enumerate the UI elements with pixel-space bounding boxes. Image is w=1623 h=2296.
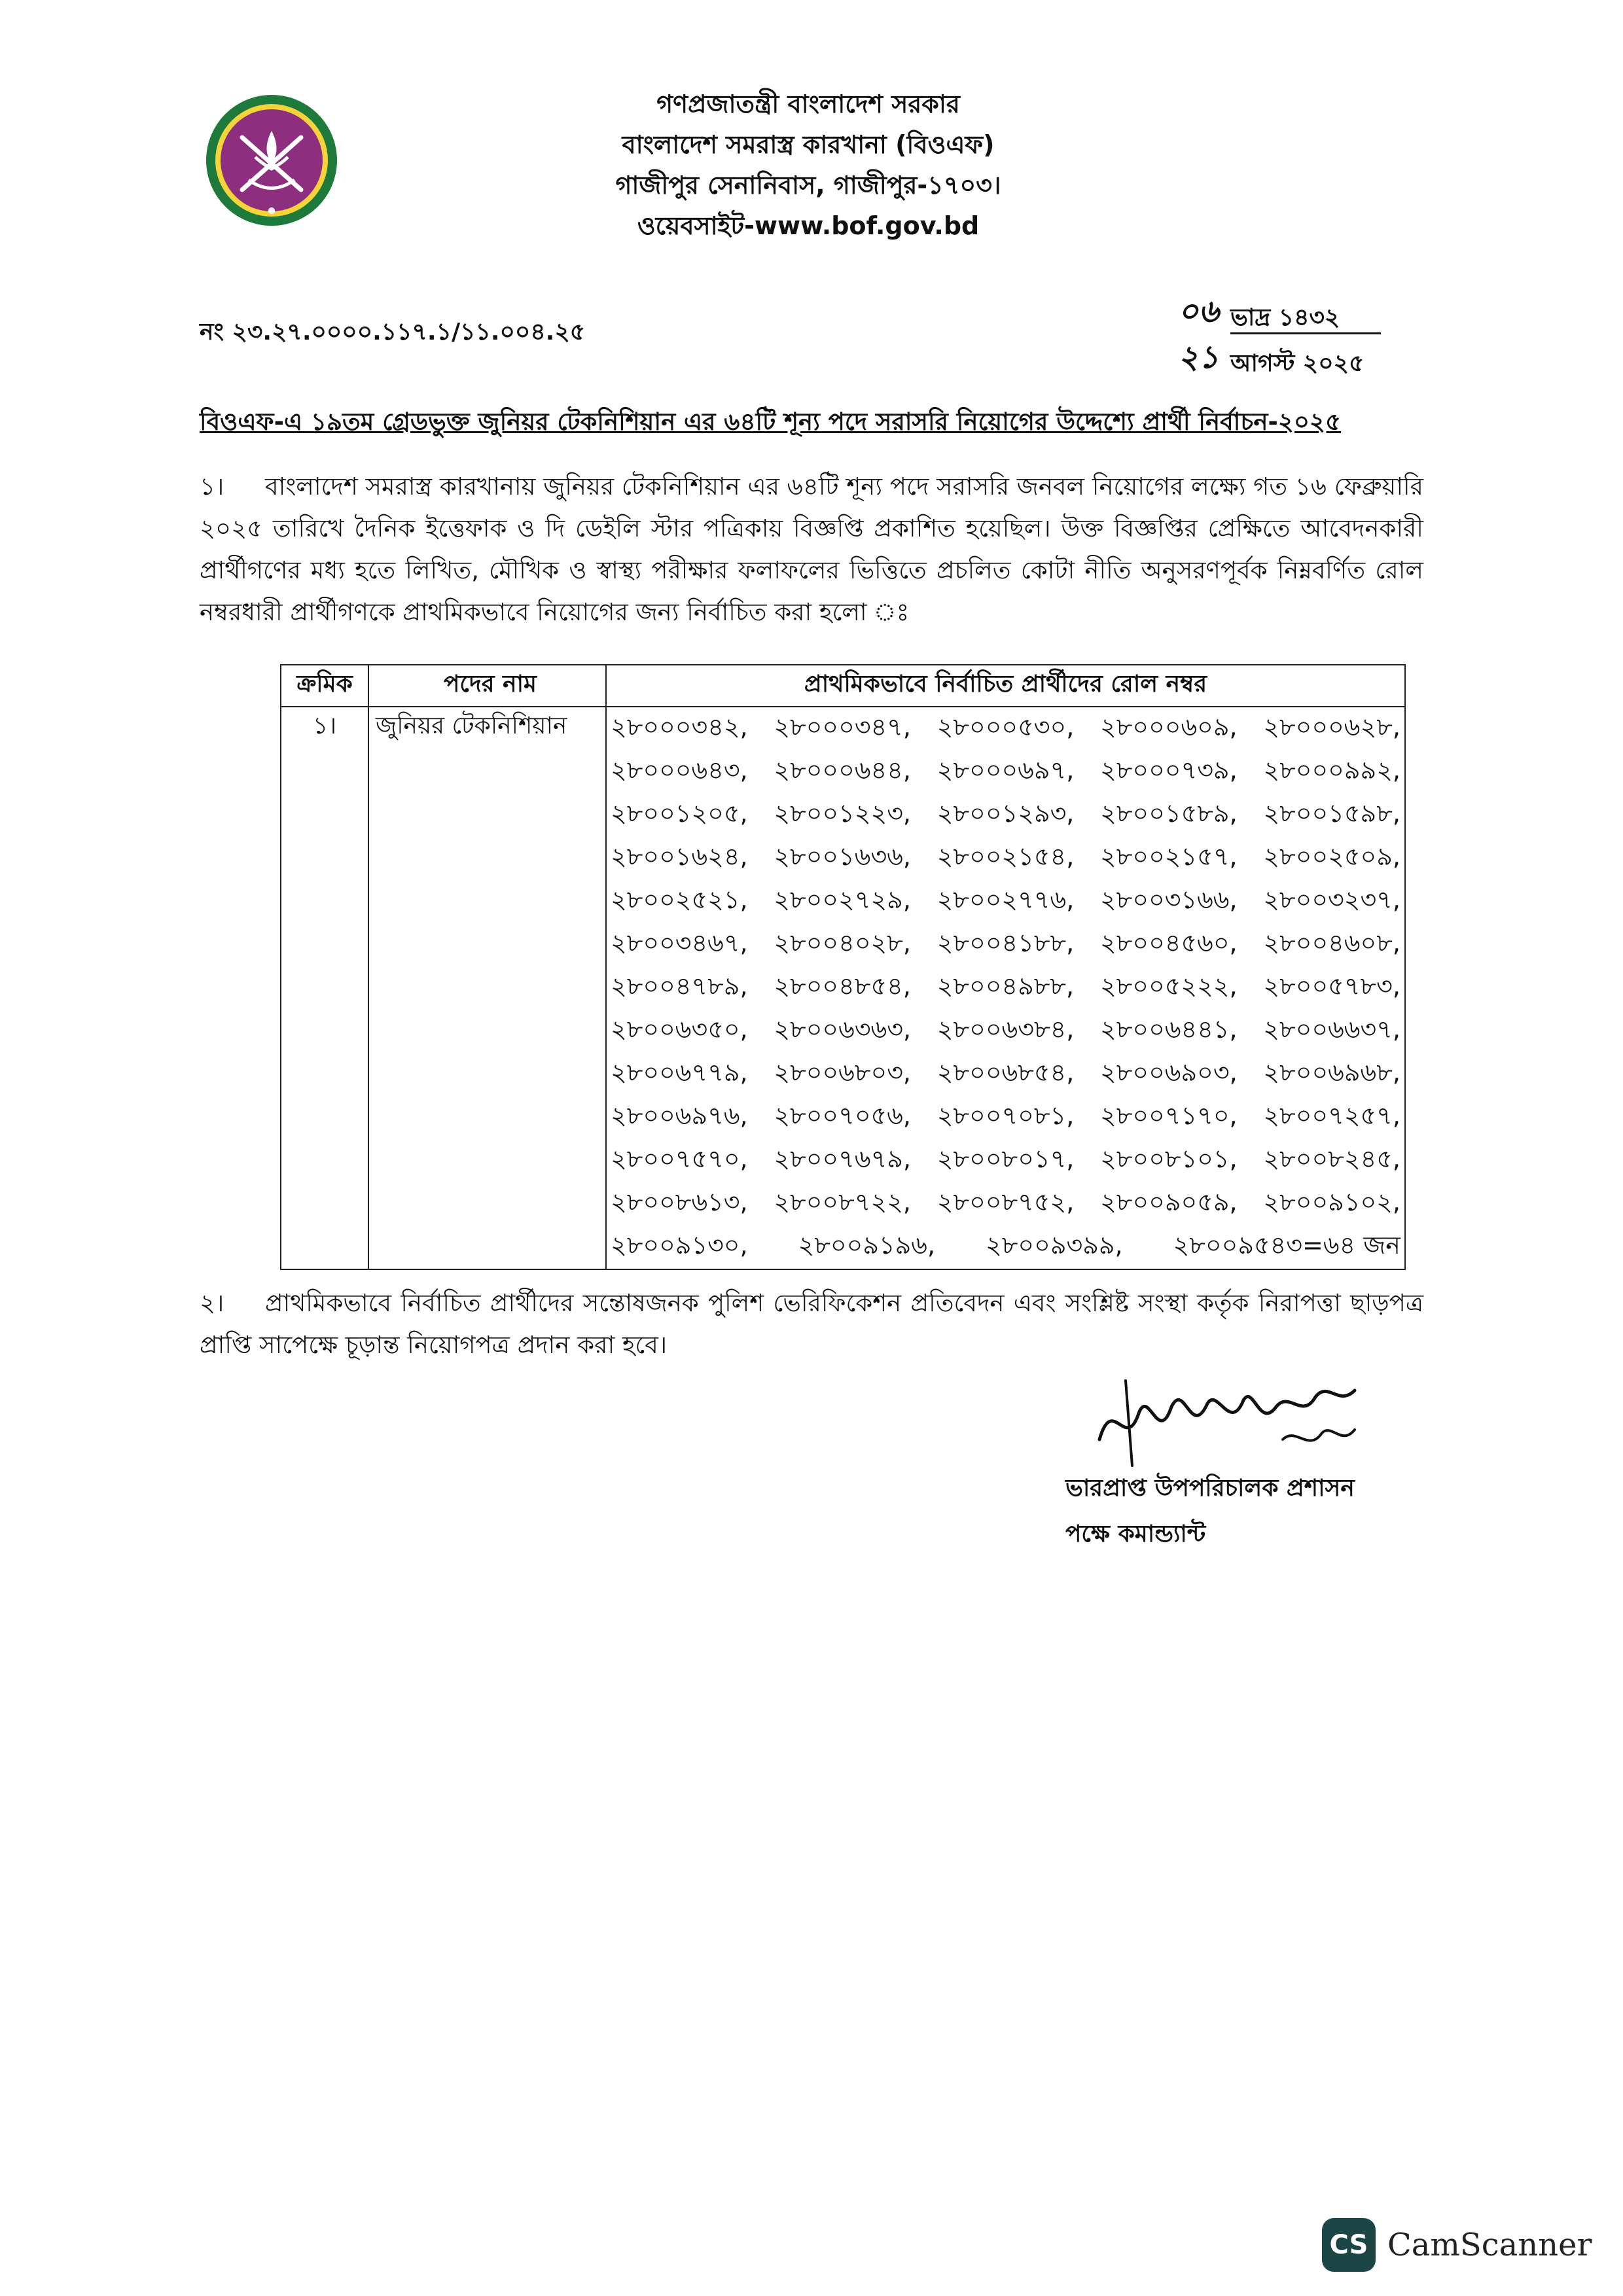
roll-line — [611, 923, 1400, 966]
roll-number: ২৮০০৬৩৫০, — [611, 1015, 748, 1044]
roll-number: ২৮০০৮১০১, — [1100, 1144, 1238, 1173]
roll-number: ২৮০০১২৯৩, — [936, 799, 1075, 828]
date-bangla: ভাদ্র ১৪৩২ — [1230, 304, 1340, 331]
memo-subject: বিওএফ-এ ১৯তম গ্রেডভুক্ত জুনিয়র টেকনিশিয়ান এর ৬৪টি শূন্য পদে সরাসরি নিয়োগের উদ্দেশ্যে প্রার্থী নির্বাচন-২০২৫ — [200, 408, 1341, 436]
paragraph-1-text: বাংলাদেশ সমরাস্ত্র কারখানায় জুনিয়র টেকনিশিয়ান এর ৬৪টি শূন্য পদে সরাসরি জনবল নিয়োগের লক্ষ্যে গত ১৬ ফেব্রুয়ারি ২০২৫ তারিখে দৈনিক ইত্তেফাক ও দি ডেইলি স্টার পত্রিকায় বিজ্ঞপ্তি প্রকাশিত হয়েছিল। উক্ত বিজ্ঞপ্তির প্রেক্ষিতে আবেদনকারী প্রার্থীগণের মধ্য হতে লিখিত, মৌখিক ও স্বাস্থ্য পরীক্ষার ফলাফলের ভিত্তিতে প্রচলিত কোটা নীতি অনুসরণপূর্বক নিম্নবর্ণিত রোল নম্বরধারী প্রার্থীগণকে প্রাথমিকভাবে নিয়োগের জন্য নির্বাচিত করা হলো ঃ — [200, 472, 1423, 626]
roll-number: ২৮০০৪৭৮৯, — [611, 972, 748, 1000]
roll-number: ২৮০০০৬৪৩, — [611, 756, 748, 785]
roll-number: ২৮০০৮০১৭, — [936, 1144, 1075, 1173]
roll-number: ২৮০০৯১৩০, — [611, 1231, 748, 1260]
roll-number: ২৮০০০৯৯২, — [1263, 756, 1400, 785]
roll-number: ২৮০০৪৮৫৪, — [774, 972, 911, 1000]
roll-line — [611, 966, 1400, 1010]
roll-line — [611, 1182, 1400, 1226]
col-header-post: পদের নাম — [368, 665, 606, 707]
paragraph-1-number: ১। — [200, 472, 224, 501]
roll-number: ২৮০০২৫২১, — [611, 885, 748, 914]
roll-number: ২৮০০০৬০৯, — [1099, 713, 1238, 741]
roll-number: ২৮০০৬৭৭৯, — [611, 1058, 748, 1087]
date-bangla-handwritten: ০৬ — [1178, 293, 1219, 330]
camscanner-icon: CS — [1322, 2218, 1376, 2272]
paragraph-1 — [200, 466, 1423, 633]
roll-number: ২৮০০০৬৪৪, — [774, 756, 911, 785]
roll-line — [611, 707, 1400, 751]
roll-number: ২৮০০৬৯০৩, — [1100, 1058, 1238, 1087]
bof-logo-icon — [203, 92, 340, 229]
roll-number: ২৮০০৩২৩৭, — [1263, 885, 1400, 914]
signature — [1086, 1368, 1374, 1472]
roll-number: ২৮০০৬৬৩৭, — [1263, 1015, 1400, 1044]
roll-number: ২৮০০১২২৩, — [774, 799, 912, 828]
roll-number: ২৮০০৭২৫৭, — [1263, 1101, 1400, 1130]
roll-number: ২৮০০৯৩৯৯, — [986, 1231, 1123, 1260]
col-header-rolls: প্রাথমিকভাবে নির্বাচিত প্রার্থীদের রোল নম্বর — [606, 665, 1405, 707]
roll-number: ২৮০০৬৯৬৮, — [1263, 1058, 1400, 1087]
roll-number: ২৮০০৭০৫৬, — [774, 1101, 911, 1130]
roll-number: ২৮০০৭৫৭০, — [611, 1144, 748, 1173]
roll-number: ২৮০০২৭৭৬, — [936, 885, 1075, 914]
roll-number: ২৮০০৬৮০৩, — [774, 1058, 912, 1087]
roll-number: ২৮০০৮২৪৫, — [1263, 1144, 1400, 1173]
roll-number: ২৮০০৭০৮১, — [936, 1101, 1075, 1130]
date-english: আগস্ট ২০২৫ — [1230, 350, 1364, 377]
header-org: বাংলাদেশ সমরাস্ত্র কারখানা (বিওএফ) — [622, 130, 995, 159]
roll-number: ২৮০০০৭৩৯, — [1100, 756, 1238, 785]
date-english-row — [1178, 334, 1394, 380]
roll-number: ২৮০০৮৬১৩, — [611, 1188, 748, 1216]
roll-number: ২৮০০৪১৮৮, — [936, 928, 1075, 957]
camscanner-label: CamScanner — [1387, 2227, 1592, 2263]
roll-line — [611, 794, 1400, 837]
roll-number: ২৮০০২১৫৭, — [1100, 842, 1238, 871]
roll-number: ২৮০০২৫০৯, — [1263, 842, 1400, 871]
memo-ref-number: নং ২৩.২৭.০০০০.১১৭.১/১১.০০৪.২৫ — [200, 319, 586, 345]
table-header-row — [281, 665, 1405, 707]
table-row — [281, 707, 1405, 1269]
header-address: গাজীপুর সেনানিবাস, গাজীপুর-১৭০৩। — [615, 171, 1001, 200]
cell-roll-numbers — [606, 707, 1405, 1269]
roll-number: ২৮০০২৭২৯, — [774, 885, 911, 914]
roll-number: ২৮০০৫২২২, — [1099, 972, 1238, 1000]
header-govt: গণপ্রজাতন্ত্রী বাংলাদেশ সরকার — [656, 90, 960, 118]
header-website: ওয়েবসাইট-www.bof.gov.bd — [637, 211, 980, 240]
roll-number: ২৮০০৬৩৬৩, — [774, 1015, 912, 1044]
paragraph-2 — [200, 1282, 1423, 1366]
roll-number: ২৮০০৮৭২২, — [774, 1188, 911, 1216]
signatory-block — [1065, 1466, 1355, 1557]
roll-number: ২৮০০৪৫৬০, — [1100, 928, 1238, 957]
camscanner-watermark — [1322, 2218, 1592, 2272]
roll-number: ২৮০০৬৮৫৪, — [936, 1058, 1075, 1087]
roll-line — [611, 880, 1400, 923]
roll-number: ২৮০০১২০৫, — [611, 799, 748, 828]
roll-number: ২৮০০৯১০২, — [1263, 1188, 1400, 1216]
roll-number: ২৮০০০৫৩০, — [936, 713, 1075, 741]
roll-line — [611, 1053, 1400, 1096]
roll-number: ২৮০০৪৯৮৮, — [936, 972, 1075, 1000]
signatory-on-behalf: পক্ষে কমান্ড্যান্ট — [1065, 1521, 1206, 1547]
memo-date — [1178, 288, 1394, 380]
roll-number: ২৮০০১৫৯৮, — [1263, 799, 1400, 828]
roll-line — [611, 1010, 1400, 1053]
roll-number: ২৮০০১৬৩৬, — [774, 842, 911, 871]
roll-number: ২৮০০৬৪৪১, — [1100, 1015, 1238, 1044]
roll-number: ২৮০০৪০২৮, — [774, 928, 911, 957]
roll-number: ২৮০০৬৯৭৬, — [611, 1101, 748, 1130]
roll-number: ২৮০০৯৫৪৩=৬৪ জন — [1173, 1231, 1400, 1260]
roll-number: ২৮০০০৬২৮, — [1263, 713, 1400, 741]
signatory-designation: ভারপ্রাপ্ত উপপরিচালক প্রশাসন — [1065, 1475, 1355, 1502]
roll-number: ২৮০০০৩৪৭, — [774, 713, 911, 741]
roll-number-list — [611, 707, 1400, 1269]
roll-line — [611, 1139, 1400, 1182]
paragraph-2-text: প্রাথমিকভাবে নির্বাচিত প্রার্থীদের সন্তোষজনক পুলিশ ভেরিফিকেশন প্রতিবেদন এবং সংশ্লিষ্ট সংস্থা কর্তৃক নিরাপত্তা ছাড়পত্র প্রাপ্তি সাপেক্ষে চূড়ান্ত নিয়োগপত্র প্রদান করা হবে। — [200, 1289, 1423, 1359]
roll-number: ২৮০০৯০৫৯, — [1100, 1188, 1238, 1216]
selected-candidates-table — [280, 664, 1406, 1270]
roll-number: ২৮০০২১৫৪, — [936, 842, 1075, 871]
roll-line — [611, 837, 1400, 880]
roll-number: ২৮০০০৩৪২, — [611, 713, 748, 741]
roll-number: ২৮০০৮৭৫২, — [936, 1188, 1075, 1216]
roll-number: ২৮০০৩৪৬৭, — [611, 928, 748, 957]
roll-number: ২৮০০৭১৭০, — [1099, 1101, 1238, 1130]
roll-number: ২৮০০৭৬৭৯, — [774, 1144, 912, 1173]
letterhead — [497, 84, 1119, 246]
roll-line — [611, 751, 1400, 794]
roll-line — [611, 1226, 1400, 1269]
roll-number: ২৮০০৬৩৮৪, — [936, 1015, 1075, 1044]
date-bangla-row — [1178, 288, 1394, 334]
col-header-serial: ক্রমিক — [281, 665, 368, 707]
roll-number: ২৮০০৩১৬৬, — [1099, 885, 1238, 914]
roll-number: ২৮০০০৬৯৭, — [936, 756, 1075, 785]
roll-number: ২৮০০৪৬০৮, — [1263, 928, 1400, 957]
roll-line — [611, 1096, 1400, 1139]
date-english-handwritten: ২১ — [1178, 339, 1219, 376]
roll-number: ২৮০০৫৭৮৩, — [1263, 972, 1400, 1000]
roll-number: ২৮০০১৫৮৯, — [1100, 799, 1238, 828]
roll-number: ২৮০০৯১৯৬, — [798, 1231, 936, 1260]
roll-number: ২৮০০১৬২৪, — [611, 842, 748, 871]
cell-post-name: জুনিয়র টেকনিশিয়ান — [368, 707, 606, 1269]
paragraph-2-number: ২। — [200, 1289, 224, 1317]
cell-serial: ১। — [281, 707, 368, 1269]
